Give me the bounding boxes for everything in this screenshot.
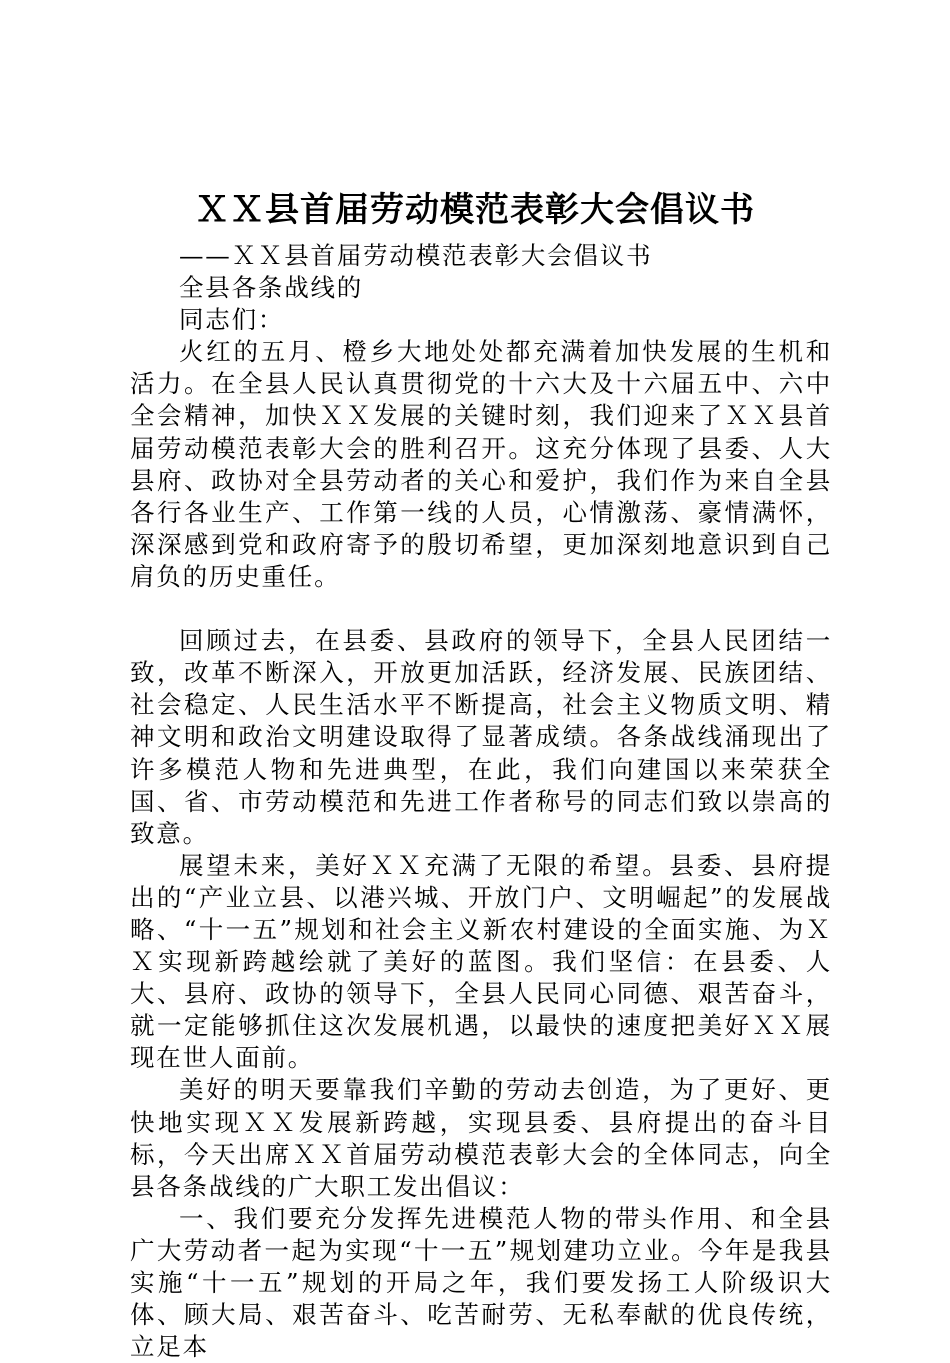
paragraph-5: 一、我们要充分发挥先进模范人物的带头作用、和全县广大劳动者一起为实现“十一五”规划建功立业。今年是我县实施“十一五”规划的开局之年，我们要发扬工人阶级识大体、顾大局、艰苦奋斗、吃苦耐劳、无私奉献的优良传统，立足本 [130, 1203, 832, 1362]
salutation-line-2: 同志们： [179, 305, 285, 335]
paragraph-4: 美好的明天要靠我们辛勤的劳动去创造，为了更好、更快地实现ＸＸ发展新跨越，实现县委、县府提出的奋斗目标，今天出席ＸＸ首届劳动模范表彰大会的全体同志，向全县各条战线的广大职工发出倡议： [130, 1075, 832, 1201]
document-subtitle: ——ＸＸ县首届劳动模范表彰大会倡议书 [179, 241, 653, 270]
blank-line [130, 593, 832, 625]
paragraph-2: 回顾过去，在县委、县政府的领导下，全县人民团结一致，改革不断深入，开放更加活跃，经济发展、民族团结、社会稳定、人民生活水平不断提高，社会主义物质文明、精神文明和政治文明建设取得了显著成绩。各条战线涌现出了许多模范人物和先进典型，在此，我们向建国以来荣获全国、省、市劳动模范和先进工作者称号的同志们致以崇高的致意。 [130, 626, 832, 848]
paragraph-3: 展望未来，美好ＸＸ充满了无限的希望。县委、县府提出的“产业立县、以港兴城、开放门户、文明崛起”的发展战略、“十一五”规划和社会主义新农村建设的全面实施、为ＸＸ实现新跨越绘就了美好的蓝图。我们坚信：在县委、人大、县府、政协的领导下，全县人民同心同德、艰苦奋斗，就一定能够抓住这次发展机遇，以最快的速度把美好ＸＸ展现在世人面前。 [130, 850, 832, 1073]
salutation-line-1: 全县各条战线的 [179, 273, 364, 303]
document-title: ＸＸ县首届劳动模范表彰大会倡议书 [195, 190, 755, 230]
document-body [130, 240, 832, 1363]
paragraph-1: 火红的五月、橙乡大地处处都充满着加快发展的生机和活力。在全县人民认真贯彻党的十六大及十六届五中、六中全会精神，加快ＸＸ发展的关键时刻，我们迎来了ＸＸ县首届劳动模范表彰大会的胜利召开。这充分体现了县委、人大县府、政协对全县劳动者的关心和爱护，我们作为来自全县各行各业生产、工作第一线的人员，心情激荡、豪情满怀，深深感到党和政府寄予的殷切希望，更加深刻地意识到自己肩负的历史重任。 [130, 337, 832, 591]
